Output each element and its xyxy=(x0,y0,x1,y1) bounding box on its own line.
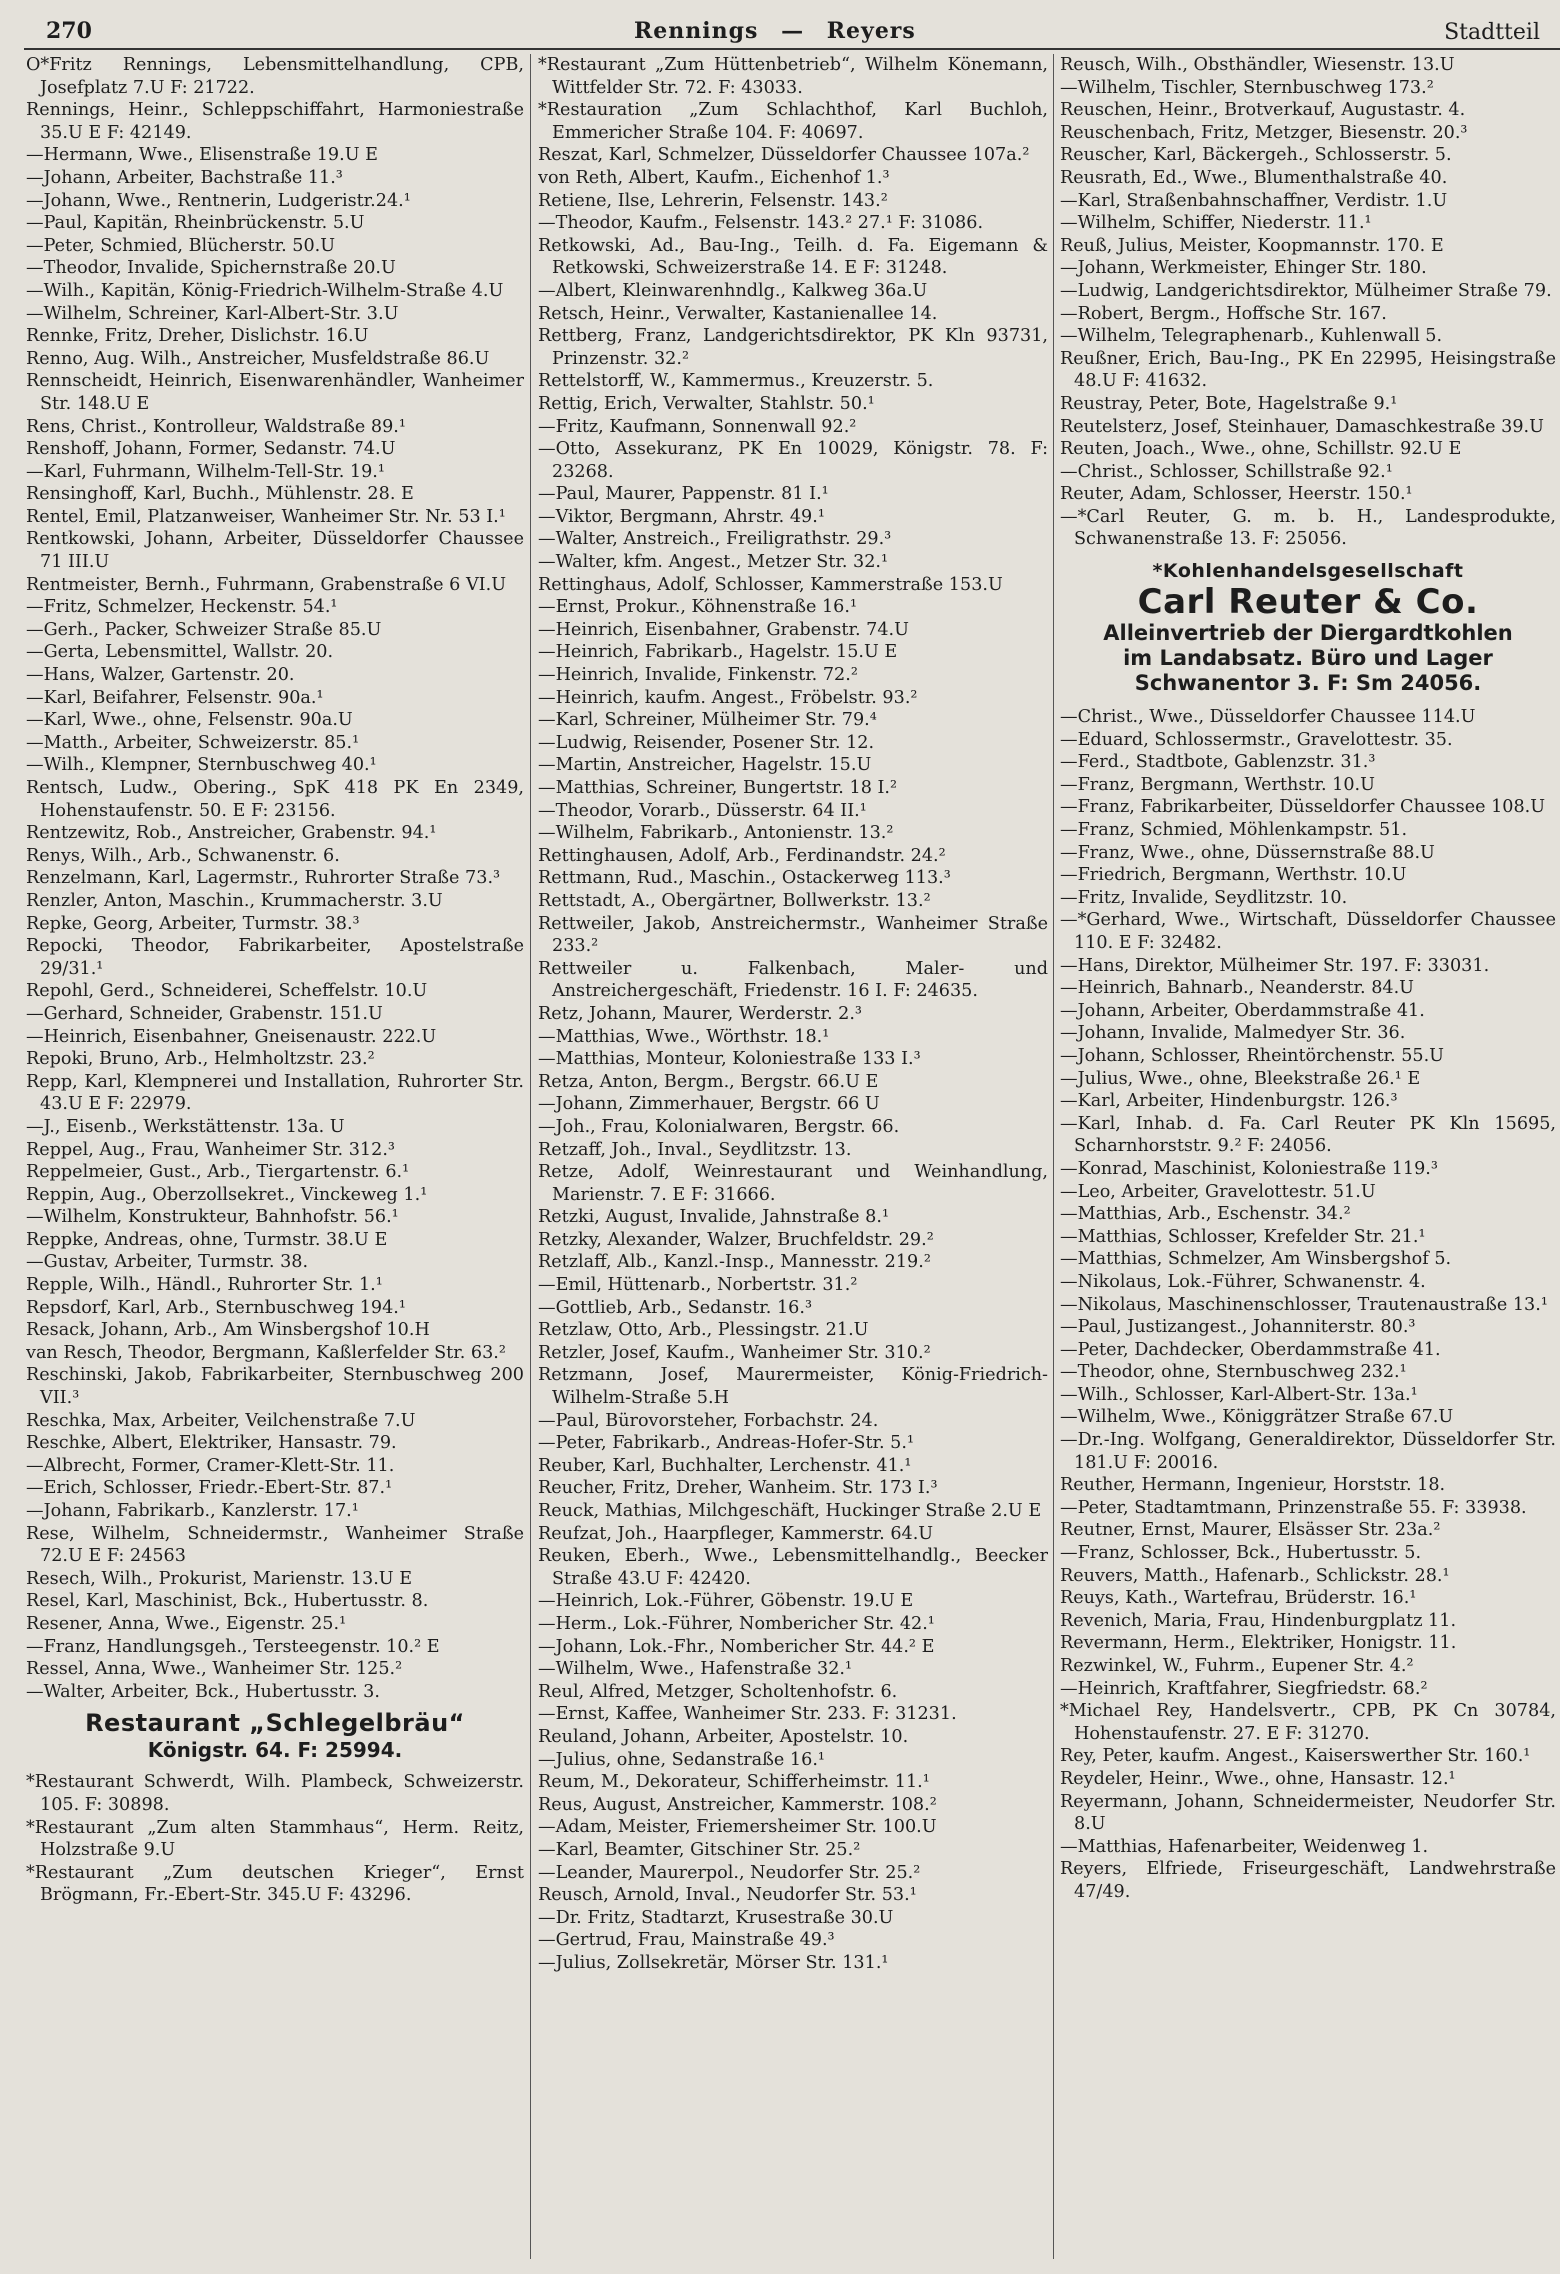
directory-entry: —Franz, Wwe., ohne, Düssernstraße 88.U xyxy=(1060,842,1435,863)
column-2 xyxy=(538,54,1048,2259)
directory-entry: —Karl, Fuhrmann, Wilhelm-Tell-Str. 19.¹ xyxy=(26,461,385,482)
directory-entry: —Julius, Zollsekretär, Mörser Str. 131.¹ xyxy=(538,1952,889,1973)
directory-entry: —Fritz, Kaufmann, Sonnenwall 92.² xyxy=(538,416,857,437)
directory-entry: —Wilhelm, Konstrukteur, Bahnhofstr. 56.¹ xyxy=(26,1207,399,1228)
directory-entry: Retze, Adolf, Weinrestaurant und Weinhandlung, Marienstr. 7. E F: 31666. xyxy=(538,1162,1048,1205)
directory-entry: —Nikolaus, Maschinenschlosser, Trautenaustraße 13.¹ xyxy=(1060,1294,1548,1315)
directory-entry: —Karl, Schreiner, Mülheimer Str. 79.⁴ xyxy=(538,710,877,731)
ad-title: Restaurant „Schlegelbräu“ xyxy=(85,1709,465,1738)
directory-entry: —*Carl Reuter, G. m. b. H., Landesprodukte, Schwanenstraße 13. F: 25056. xyxy=(1060,506,1556,550)
directory-entry: —Gerhard, Schneider, Grabenstr. 151.U xyxy=(26,1003,383,1024)
entry-list xyxy=(26,1771,524,1907)
directory-entry: —Heinrich, kaufm. Angest., Fröbelstr. 93.² xyxy=(538,687,918,708)
directory-entry: *Michael Rey, Handelsvertr., CPB, PK Cn 30784, Hohenstaufenstr. 27. E F: 31270. xyxy=(1060,1701,1556,1744)
directory-entry: Reuß, Julius, Meister, Koopmannstr. 170. E xyxy=(1060,235,1444,256)
directory-entry: Rettweiler, Jakob, Anstreichermstr., Wanheimer Straße 233.² xyxy=(538,913,1048,957)
directory-entry: —Peter, Schmied, Blücherstr. 50.U xyxy=(26,235,336,256)
directory-entry: —Julius, ohne, Sedanstraße 16.¹ xyxy=(538,1749,825,1770)
running-head-separator: — xyxy=(781,18,805,44)
directory-entry: Reschke, Albert, Elektriker, Hansastr. 79. xyxy=(26,1433,397,1454)
directory-entry: Repke, Georg, Arbeiter, Turmstr. 38.³ xyxy=(26,913,360,934)
directory-entry: Renys, Wilh., Arb., Schwanenstr. 6. xyxy=(26,845,340,866)
directory-entry: Resech, Wilh., Prokurist, Marienstr. 13.U E xyxy=(26,1568,413,1589)
directory-entry: —Peter, Dachdecker, Oberdammstraße 41. xyxy=(1060,1339,1441,1360)
directory-entry: Repocki, Theodor, Fabrikarbeiter, Apostelstraße 29/31.¹ xyxy=(26,936,524,979)
directory-entry: —Gustav, Arbeiter, Turmstr. 38. xyxy=(26,1252,309,1273)
directory-entry: —Adam, Meister, Friemersheimer Str. 100.U xyxy=(538,1817,937,1838)
directory-entry: —Matthias, Monteur, Koloniestraße 133 I.³ xyxy=(538,1049,921,1070)
directory-entry: —Franz, Schlosser, Bck., Hubertusstr. 5. xyxy=(1060,1543,1422,1564)
ad-line: Alleinvertrieb der Diergardtkohlen xyxy=(1103,621,1513,646)
directory-entry: —Hans, Direktor, Mülheimer Str. 197. F: 33031. xyxy=(1060,955,1490,976)
directory-entry: von Reth, Albert, Kaufm., Eichenhof 1.³ xyxy=(538,167,890,188)
ad-line: im Landabsatz. Büro und Lager xyxy=(1123,646,1493,671)
directory-entry: —Wilhelm, Schiffer, Niederstr. 11.¹ xyxy=(1060,213,1372,234)
directory-entry: Reuken, Eberh., Wwe., Lebensmittelhandlg., Beecker Straße 43.U F: 42420. xyxy=(538,1546,1048,1589)
directory-entry: Reusrath, Ed., Wwe., Blumenthalstraße 40. xyxy=(1060,167,1448,188)
directory-entry: Rettinghausen, Adolf, Arb., Ferdinandstr. 24.² xyxy=(538,845,946,866)
directory-entry: —Gerh., Packer, Schweizer Straße 85.U xyxy=(26,619,382,640)
directory-entry: —Leo, Arbeiter, Gravelottestr. 51.U xyxy=(1060,1181,1376,1202)
directory-entry: Retz, Johann, Maurer, Werderstr. 2.³ xyxy=(538,1003,862,1024)
directory-entry: Repp, Karl, Klempnerei und Installation, Ruhrorter Str. 43.U E F: 22979. xyxy=(26,1071,524,1115)
directory-entry: Rettelstorff, W., Kammermus., Kreuzerstr. 5. xyxy=(538,371,934,392)
column-divider xyxy=(530,54,531,2259)
directory-entry: —Ludwig, Reisender, Posener Str. 12. xyxy=(538,732,875,753)
directory-entry: Reppel, Aug., Frau, Wanheimer Str. 312.³ xyxy=(26,1139,395,1160)
directory-entry: —Christ., Schlosser, Schillstraße 92.¹ xyxy=(1060,461,1393,482)
directory-entry: —Matthias, Arb., Eschenstr. 34.² xyxy=(1060,1204,1351,1225)
directory-entry: Retzmann, Josef, Maurermeister, König-Friedrich-Wilhelm-Straße 5.H xyxy=(538,1365,1048,1409)
directory-entry: Reutelsterz, Josef, Steinhauer, Damaschkestraße 39.U xyxy=(1060,416,1544,437)
directory-entry: —Ernst, Kaffee, Wanheimer Str. 233. F: 31231. xyxy=(538,1704,957,1725)
directory-entry: —Johann, Lok.-Fhr., Nombericher Str. 44.² E xyxy=(538,1636,935,1657)
directory-entry: —Wilhelm, Wwe., Königgrätzer Straße 67.U xyxy=(1060,1407,1454,1428)
directory-entry: —Johann, Invalide, Malmedyer Str. 36. xyxy=(1060,1023,1406,1044)
directory-entry: Reydeler, Heinr., Wwe., ohne, Hansastr. 12.¹ xyxy=(1060,1768,1456,1789)
directory-entry: —Theodor, Vorarb., Düsserstr. 64 II.¹ xyxy=(538,800,867,821)
directory-entry: *Restaurant „Zum alten Stammhaus“, Herm. Reitz, Holzstraße 9.U xyxy=(26,1817,524,1861)
directory-entry: —Ferd., Stadtbote, Gablenzstr. 31.³ xyxy=(1060,752,1376,773)
directory-entry: —Wilhelm, Wwe., Hafenstraße 32.¹ xyxy=(538,1659,853,1680)
directory-entry: Reufzat, Joh., Haarpfleger, Kammerstr. 64.U xyxy=(538,1523,934,1544)
directory-entry: —Nikolaus, Lok.-Führer, Schwanenstr. 4. xyxy=(1060,1271,1426,1292)
directory-entry: —Franz, Schmied, Möhlenkampstr. 51. xyxy=(1060,820,1408,841)
directory-entry: Reuschenbach, Fritz, Metzger, Biesenstr. 20.³ xyxy=(1060,122,1468,143)
directory-entry: Retzaff, Joh., Inval., Seydlitzstr. 13. xyxy=(538,1139,852,1160)
restaurant-advertisement xyxy=(26,1709,524,1763)
directory-entry: —Dr.-Ing. Wolfgang, Generaldirektor, Düsseldorfer Str. 181.U F: 20016. xyxy=(1060,1430,1556,1473)
directory-entry: Reuland, Johann, Arbeiter, Apostelstr. 10. xyxy=(538,1726,909,1747)
directory-entry: —Fritz, Invalide, Seydlitzstr. 10. xyxy=(1060,887,1348,908)
directory-entry: Rentel, Emil, Platzanweiser, Wanheimer Str. Nr. 53 I.¹ xyxy=(26,506,506,527)
directory-entry: Rese, Wilhelm, Schneidermstr., Wanheimer Straße 72.U E F: 24563 xyxy=(26,1523,524,1567)
directory-entry: —Karl, Beifahrer, Felsenstr. 90a.¹ xyxy=(26,687,324,708)
directory-entry: Rens, Christ., Kontrolleur, Waldstraße 89.¹ xyxy=(26,416,406,437)
directory-entry: —Franz, Fabrikarbeiter, Düsseldorfer Chaussee 108.U xyxy=(1060,797,1546,818)
directory-entry: Reußner, Erich, Bau-Ing., PK En 22995, Heisingstraße 48.U F: 41632. xyxy=(1060,348,1556,392)
entry-list xyxy=(538,54,1048,1974)
directory-entry: Retsch, Heinr., Verwalter, Kastanienallee 14. xyxy=(538,303,938,324)
directory-entry: Revenich, Maria, Frau, Hindenburgplatz 11. xyxy=(1060,1610,1457,1631)
directory-entry: —Matthias, Schlosser, Krefelder Str. 21.¹ xyxy=(1060,1226,1426,1247)
directory-entry: *Restaurant „Zum Hüttenbetrieb“, Wilhelm Könemann, Wittfelder Str. 72. F: 43033. xyxy=(538,55,1048,98)
directory-entry: —Heinrich, Fabrikarb., Hagelstr. 15.U E xyxy=(538,642,898,663)
directory-entry: Retkowski, Ad., Bau-Ing., Teilh. d. Fa. Eigemann & Retkowski, Schweizerstraße 14. E F: 31248. xyxy=(538,235,1048,279)
directory-entry: —Wilhelm, Telegraphenarb., Kuhlenwall 5. xyxy=(1060,326,1443,347)
column-divider xyxy=(1053,54,1054,2259)
directory-entry: van Resch, Theodor, Bergmann, Kaßlerfelder Str. 63.² xyxy=(26,1342,506,1363)
directory-entry: —Matthias, Wwe., Wörthstr. 18.¹ xyxy=(538,1026,830,1047)
directory-entry: —Paul, Kapitän, Rheinbrückenstr. 5.U xyxy=(26,213,365,234)
directory-entry: Reul, Alfred, Metzger, Scholtenhofstr. 6. xyxy=(538,1681,898,1702)
directory-entry: Rentkowski, Johann, Arbeiter, Düsseldorfer Chaussee 71 III.U xyxy=(26,529,524,573)
directory-entry: —Heinrich, Invalide, Finkenstr. 72.² xyxy=(538,665,858,686)
ad-company-name: Carl Reuter & Co. xyxy=(1137,582,1479,623)
directory-entry: —Konrad, Maschinist, Koloniestraße 119.³ xyxy=(1060,1158,1438,1179)
directory-entry: —Hermann, Wwe., Elisenstraße 19.U E xyxy=(26,145,378,166)
directory-entry: —Otto, Assekuranz, PK En 10029, Königstr. 78. F: 23268. xyxy=(538,439,1048,482)
directory-entry: Reuther, Hermann, Ingenieur, Horststr. 18. xyxy=(1060,1475,1446,1496)
directory-entry: —Johann, Arbeiter, Bachstraße 11.³ xyxy=(26,167,343,188)
coal-company-advertisement xyxy=(1060,559,1556,696)
directory-entry: Retzler, Josef, Kaufm., Wanheimer Str. 310.² xyxy=(538,1342,931,1363)
directory-entry: —Wilh., Kapitän, König-Friedrich-Wilhelm-Straße 4.U xyxy=(26,280,504,301)
directory-entry: —Julius, Wwe., ohne, Bleekstraße 26.¹ E xyxy=(1060,1068,1421,1089)
running-head xyxy=(634,18,916,44)
directory-entry: Rennscheidt, Heinrich, Eisenwarenhändler, Wanheimer Str. 148.U E xyxy=(26,371,524,414)
directory-entry: Reuvers, Matth., Hafenarb., Schlickstr. 28.¹ xyxy=(1060,1565,1450,1586)
directory-entry: Revermann, Herm., Elektriker, Honigstr. 11. xyxy=(1060,1633,1457,1654)
directory-entry: Reuscher, Karl, Bäckergeh., Schlosserstr. 5. xyxy=(1060,145,1452,166)
directory-entry: —Gottlieb, Arb., Sedanstr. 16.³ xyxy=(538,1297,812,1318)
directory-entry: —Karl, Beamter, Gitschiner Str. 25.² xyxy=(538,1839,861,1860)
directory-entry: —Christ., Wwe., Düsseldorfer Chaussee 114.U xyxy=(1060,707,1476,728)
directory-entry: Retzlaw, Otto, Arb., Plessingstr. 21.U xyxy=(538,1320,869,1341)
column-3 xyxy=(1060,54,1556,2259)
directory-entry: Retzky, Alexander, Walzer, Bruchfeldstr. 29.² xyxy=(538,1229,934,1250)
directory-entry: Rentzewitz, Rob., Anstreicher, Grabenstr. 94.¹ xyxy=(26,823,437,844)
directory-entry: Reuck, Mathias, Milchgeschäft, Huckinger Straße 2.U E xyxy=(538,1501,1042,1521)
directory-entry: —Ernst, Prokur., Köhnenstraße 16.¹ xyxy=(538,597,858,618)
directory-entry: Repsdorf, Karl, Arb., Sternbuschweg 194.¹ xyxy=(26,1297,406,1318)
directory-entry: Rentsch, Ludw., Obering., SpK 418 PK En 2349, Hohenstaufenstr. 50. E F: 23156. xyxy=(26,778,524,821)
directory-entry: —Karl, Arbeiter, Hindenburgstr. 126.³ xyxy=(1060,1091,1398,1112)
directory-entry: —Wilh., Schlosser, Karl-Albert-Str. 13a.¹ xyxy=(1060,1384,1418,1405)
entry-list xyxy=(26,54,524,1703)
directory-entry: *Restauration „Zum Schlachthof, Karl Buchloh, Emmericher Straße 104. F: 40697. xyxy=(538,100,1048,143)
directory-entry: —Eduard, Schlossermstr., Gravelottestr. 35. xyxy=(1060,729,1453,750)
directory-entry: Retza, Anton, Bergm., Bergstr. 66.U E xyxy=(538,1071,879,1092)
directory-entry: —Viktor, Bergmann, Ahrstr. 49.¹ xyxy=(538,506,825,527)
directory-entry: —Gertrud, Frau, Mainstraße 49.³ xyxy=(538,1930,835,1951)
directory-entry: Reyers, Elfriede, Friseurgeschäft, Landwehrstraße 47/49. xyxy=(1060,1859,1556,1902)
directory-entry: —Albrecht, Former, Cramer-Klett-Str. 11. xyxy=(26,1455,395,1476)
directory-entry: Repoki, Bruno, Arb., Helmholtzstr. 23.² xyxy=(26,1049,375,1070)
directory-entry: —Wilhelm, Tischler, Sternbuschweg 173.² xyxy=(1060,77,1434,98)
directory-entry: —Matthias, Schmelzer, Am Winsbergshof 5. xyxy=(1060,1249,1452,1270)
directory-entry: Resack, Johann, Arb., Am Winsbergshof 10.H xyxy=(26,1320,430,1341)
directory-entry: —Dr. Fritz, Stadtarzt, Krusestraße 30.U xyxy=(538,1907,894,1928)
directory-entry: Rettinghaus, Adolf, Schlosser, Kammerstraße 153.U xyxy=(538,574,1003,595)
directory-entry: —Matthias, Schreiner, Bungertstr. 18 I.² xyxy=(538,778,898,798)
directory-entry: Reustray, Peter, Bote, Hagelstraße 9.¹ xyxy=(1060,393,1398,414)
directory-entry: O*Fritz Rennings, Lebensmittelhandlung, CPB, Josefplatz 7.U F: 21722. xyxy=(26,55,524,98)
directory-entry: —Johann, Zimmerhauer, Bergstr. 66 U xyxy=(538,1094,880,1115)
directory-entry: —J., Eisenb., Werkstättenstr. 13a. U xyxy=(26,1116,345,1137)
directory-entry: —Peter, Fabrikarb., Andreas-Hofer-Str. 5.¹ xyxy=(538,1433,915,1454)
directory-entry: Renshoff, Johann, Former, Sedanstr. 74.U xyxy=(26,439,396,460)
entry-list xyxy=(1060,706,1556,1903)
directory-entry: Rezwinkel, W., Fuhrm., Eupener Str. 4.² xyxy=(1060,1656,1414,1676)
directory-entry: Resener, Anna, Wwe., Eigenstr. 25.¹ xyxy=(26,1613,347,1634)
directory-entry: —Leander, Maurerpol., Neudorfer Str. 25.² xyxy=(538,1862,921,1883)
directory-entry: Repple, Wilh., Händl., Ruhrorter Str. 1.¹ xyxy=(26,1275,383,1296)
directory-entry: —Theodor, ohne, Sternbuschweg 232.¹ xyxy=(1060,1362,1407,1383)
directory-entry: Reutner, Ernst, Maurer, Elsässer Str. 23a.² xyxy=(1060,1520,1441,1541)
directory-entry: *Restaurant „Zum deutschen Krieger“, Ernst Brögmann, Fr.-Ebert-Str. 345.U F: 43296. xyxy=(26,1862,524,1906)
directory-entry: —Martin, Anstreicher, Hagelstr. 15.U xyxy=(538,755,872,776)
directory-entry: Rentmeister, Bernh., Fuhrmann, Grabenstraße 6 VI.U xyxy=(26,574,507,595)
directory-entry: Reus, August, Anstreicher, Kammerstr. 108.² xyxy=(538,1794,937,1815)
directory-entry: —Erich, Schlosser, Friedr.-Ebert-Str. 87.¹ xyxy=(26,1478,393,1499)
ad-company-type: *Kohlenhandelsgesellschaft xyxy=(1152,560,1464,583)
directory-entry: —Heinrich, Bahnarb., Neanderstr. 84.U xyxy=(1060,978,1415,999)
directory-entry: —Walter, Arbeiter, Bck., Hubertusstr. 3. xyxy=(26,1681,380,1702)
directory-entry: Reuys, Kath., Wartefrau, Brüderstr. 16.¹ xyxy=(1060,1588,1417,1609)
directory-entry: —Paul, Justizangest., Johanniterstr. 80.³ xyxy=(1060,1317,1416,1338)
running-head-last: Reyers xyxy=(826,18,916,44)
directory-entry: —Paul, Bürovorsteher, Forbachstr. 24. xyxy=(538,1410,879,1431)
directory-entry: —Emil, Hüttenarb., Norbertstr. 31.² xyxy=(538,1275,858,1296)
directory-entry: —Joh., Frau, Kolonialwaren, Bergstr. 66. xyxy=(538,1116,900,1137)
directory-entry: *Restaurant Schwerdt, Wilh. Plambeck, Schweizerstr. 105. F: 30898. xyxy=(26,1772,524,1815)
directory-entry: —Hans, Walzer, Gartenstr. 20. xyxy=(26,665,295,686)
section-label: Stadtteil xyxy=(1444,20,1540,45)
page-header xyxy=(24,12,1560,50)
directory-entry: Ressel, Anna, Wwe., Wanheimer Str. 125.² xyxy=(26,1659,403,1680)
directory-entry: Rettmann, Rud., Maschin., Ostackerweg 113.³ xyxy=(538,868,951,889)
directory-entry: —Matth., Arbeiter, Schweizerstr. 85.¹ xyxy=(26,732,360,753)
directory-entry: Reum, M., Dekorateur, Schifferheimstr. 11.¹ xyxy=(538,1772,930,1793)
directory-entry: Rettstadt, A., Obergärtner, Bollwerkstr. 13.² xyxy=(538,890,931,911)
directory-entry: Resel, Karl, Maschinist, Bck., Hubertusstr. 8. xyxy=(26,1591,429,1612)
directory-entry: —Albert, Kleinwarenhndlg., Kalkweg 36a.U xyxy=(538,280,928,301)
directory-entry: Reppke, Andreas, ohne, Turmstr. 38.U E xyxy=(26,1229,388,1250)
directory-entry: Reppelmeier, Gust., Arb., Tiergartenstr. 6.¹ xyxy=(26,1162,410,1183)
directory-entry: Reuschen, Heinr., Brotverkauf, Augustastr. 4. xyxy=(1060,100,1466,121)
directory-entry: Renno, Aug. Wilh., Anstreicher, Musfeldstraße 86.U xyxy=(26,348,490,369)
ad-address: Königstr. 64. F: 25994. xyxy=(147,1738,403,1763)
directory-entry: Rennke, Fritz, Dreher, Dislichstr. 16.U xyxy=(26,326,369,347)
directory-entry: Reschinski, Jakob, Fabrikarbeiter, Sternbuschweg 200 VII.³ xyxy=(26,1365,524,1409)
directory-entry: —Karl, Wwe., ohne, Felsenstr. 90a.U xyxy=(26,710,353,731)
running-head-first: Rennings xyxy=(634,18,759,44)
directory-entry: —Matthias, Hafenarbeiter, Weidenweg 1. xyxy=(1060,1836,1429,1857)
directory-entry: —Franz, Bergmann, Werthstr. 10.U xyxy=(1060,774,1375,795)
directory-entry: Rettweiler u. Falkenbach, Maler- und Anstreichergeschäft, Friedenstr. 16 I. F: 24635. xyxy=(538,958,1048,1002)
directory-entry: —Walter, Anstreich., Freiligrathstr. 29.³ xyxy=(538,529,892,550)
directory-entry: —*Gerhard, Wwe., Wirtschaft, Düsseldorfer Chaussee 110. E F: 32482. xyxy=(1060,910,1556,953)
directory-entry: Rensinghoff, Karl, Buchh., Mühlenstr. 28. E xyxy=(26,484,414,505)
entry-list xyxy=(1060,54,1556,551)
directory-entry: Reuten, Joach., Wwe., ohne, Schillstr. 92.U E xyxy=(1060,439,1462,460)
directory-entry: Reusch, Arnold, Inval., Neudorfer Str. 53.¹ xyxy=(538,1885,917,1906)
directory-entry: Reusch, Wilh., Obsthändler, Wiesenstr. 13.U xyxy=(1060,55,1455,75)
directory-entry: —Heinrich, Eisenbahner, Grabenstr. 74.U xyxy=(538,619,909,640)
directory-entry: —Gerta, Lebensmittel, Wallstr. 20. xyxy=(26,642,334,663)
directory-entry: Retiene, Ilse, Lehrerin, Felsenstr. 143.² xyxy=(538,190,888,211)
directory-entry: —Ludwig, Landgerichtsdirektor, Mülheimer Straße 79. xyxy=(1060,280,1552,301)
directory-entry: —Franz, Handlungsgeh., Tersteegenstr. 10.² E xyxy=(26,1636,440,1657)
directory-entry: —Karl, Inhab. d. Fa. Carl Reuter PK Kln 15695, Scharnhorststr. 9.² F: 24056. xyxy=(1060,1113,1556,1157)
directory-entry: —Johann, Wwe., Rentnerin, Ludgeristr.24.¹ xyxy=(26,190,411,211)
directory-entry: Repohl, Gerd., Schneiderei, Scheffelstr. 10.U xyxy=(26,981,428,1002)
directory-entry: Retzlaff, Alb., Kanzl.-Insp., Mannesstr. 219.² xyxy=(538,1252,931,1273)
directory-entry: —Johann, Fabrikarb., Kanzlerstr. 17.¹ xyxy=(26,1501,359,1521)
directory-entry: Reppin, Aug., Oberzollsekret., Vinckeweg 1.¹ xyxy=(26,1184,428,1205)
directory-entry: —Heinrich, Eisenbahner, Gneisenaustr. 222.U xyxy=(26,1026,437,1047)
directory-entry: Rettberg, Franz, Landgerichtsdirektor, PK Kln 93731, Prinzenstr. 32.² xyxy=(538,326,1048,369)
directory-entry: Retzki, August, Invalide, Jahnstraße 8.¹ xyxy=(538,1207,890,1228)
directory-entry: Reszat, Karl, Schmelzer, Düsseldorfer Chaussee 107a.² xyxy=(538,145,1030,166)
directory-entry: —Friedrich, Bergmann, Werthstr. 10.U xyxy=(1060,865,1407,886)
directory-entry: —Karl, Straßenbahnschaffner, Verdistr. 1.U xyxy=(1060,190,1448,211)
directory-entry: Reuter, Adam, Schlosser, Heerstr. 150.¹ xyxy=(1060,484,1413,505)
directory-entry: Renzler, Anton, Maschin., Krummacherstr. 3.U xyxy=(26,890,443,911)
directory-entry: Reucher, Fritz, Dreher, Wanheim. Str. 173 I.³ xyxy=(538,1478,938,1499)
directory-entry: Reschka, Max, Arbeiter, Veilchenstraße 7.U xyxy=(26,1410,416,1431)
directory-entry: Renzelmann, Karl, Lagermstr., Ruhrorter Straße 73.³ xyxy=(26,868,501,889)
directory-entry: Rey, Peter, kaufm. Angest., Kaiserswerther Str. 160.¹ xyxy=(1060,1746,1531,1767)
directory-entry: —Wilhelm, Fabrikarb., Antonienstr. 13.² xyxy=(538,823,894,844)
directory-entry: —Heinrich, Lok.-Führer, Göbenstr. 19.U E xyxy=(538,1591,914,1612)
directory-entry: Reuber, Karl, Buchhalter, Lerchenstr. 41.¹ xyxy=(538,1455,912,1476)
directory-entry: —Wilh., Klempner, Sternbuschweg 40.¹ xyxy=(26,755,377,776)
directory-entry: Rennings, Heinr., Schleppschiffahrt, Harmoniestraße 35.U E F: 42149. xyxy=(26,100,524,143)
ad-address: Schwanentor 3. F: Sm 24056. xyxy=(1134,671,1482,696)
directory-entry: —Theodor, Kaufm., Felsenstr. 143.² 27.¹ F: 31086. xyxy=(538,213,984,234)
directory-entry: —Johann, Schlosser, Rheintörchenstr. 55.U xyxy=(1060,1045,1445,1066)
directory-entry: —Peter, Stadtamtmann, Prinzenstraße 55. F: 33938. xyxy=(1060,1497,1527,1518)
directory-entry: —Heinrich, Kraftfahrer, Siegfriedstr. 68.² xyxy=(1060,1678,1428,1699)
column-1 xyxy=(26,54,524,2259)
directory-entry: Rettig, Erich, Verwalter, Stahlstr. 50.¹ xyxy=(538,393,875,414)
directory-entry: —Robert, Bergm., Hoffsche Str. 167. xyxy=(1060,303,1387,324)
directory-entry: —Johann, Arbeiter, Oberdammstraße 41. xyxy=(1060,1000,1425,1021)
directory-entry: —Fritz, Schmelzer, Heckenstr. 54.¹ xyxy=(26,597,338,618)
directory-entry: —Paul, Maurer, Pappenstr. 81 I.¹ xyxy=(538,484,829,505)
directory-entry: Reyermann, Johann, Schneidermeister, Neudorfer Str. 8.U xyxy=(1060,1791,1556,1835)
page-number: 270 xyxy=(46,18,92,44)
directory-entry: —Walter, kfm. Angest., Metzer Str. 32.¹ xyxy=(538,552,889,573)
directory-entry: —Wilhelm, Schreiner, Karl-Albert-Str. 3.U xyxy=(26,303,399,324)
directory-entry: —Herm., Lok.-Führer, Nombericher Str. 42.¹ xyxy=(538,1613,935,1634)
directory-entry: —Theodor, Invalide, Spichernstraße 20.U xyxy=(26,258,396,279)
directory-entry: —Johann, Werkmeister, Ehinger Str. 180. xyxy=(1060,258,1427,279)
